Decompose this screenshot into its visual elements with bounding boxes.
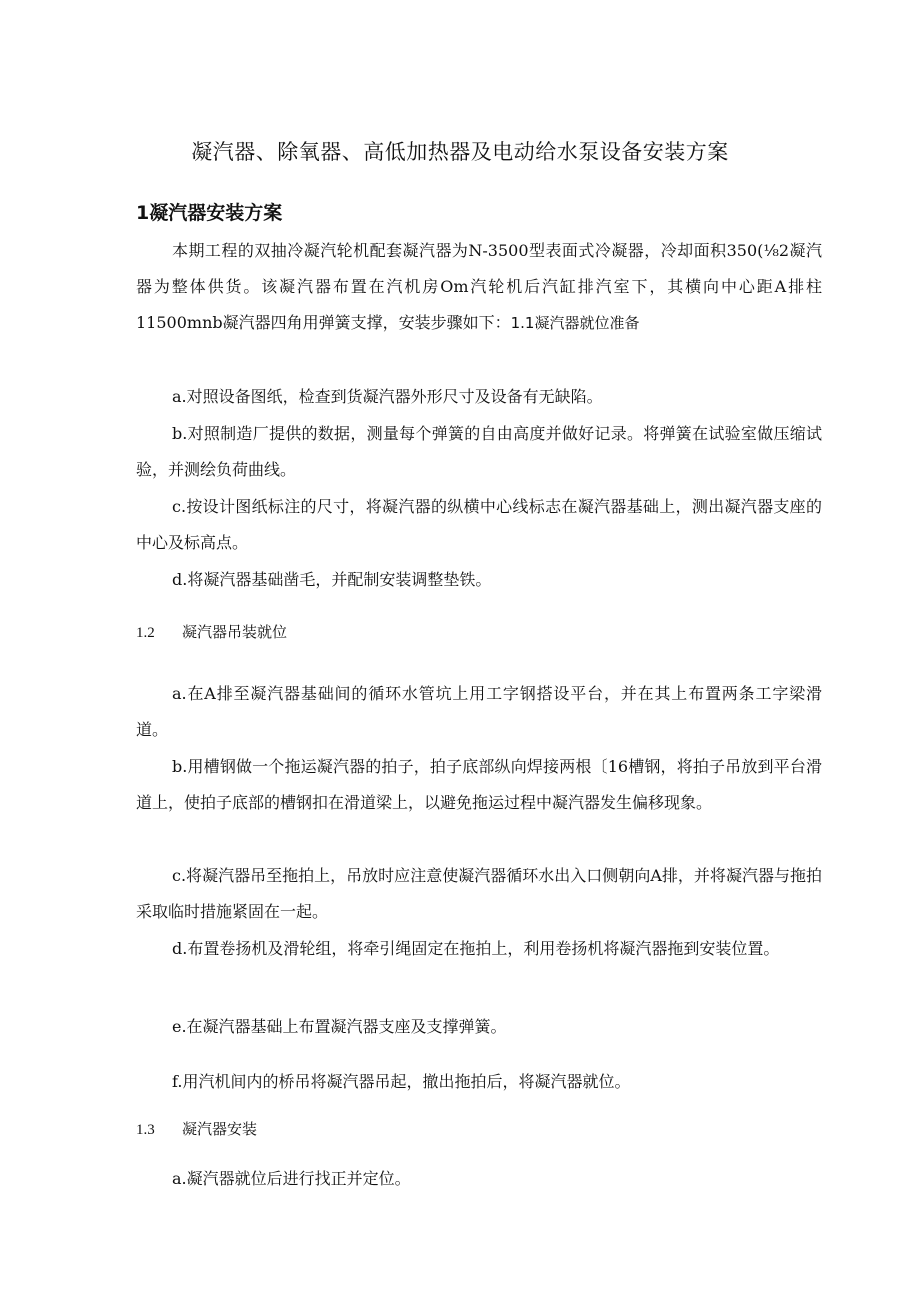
subsection-number: 1.2 (136, 625, 155, 641)
subsection-1-2-heading (136, 621, 287, 642)
subsection-1-3-heading (136, 1118, 257, 1139)
list-item: c.将凝汽器吊至拖拍上，吊放时应注意使凝汽器循环水出入口侧朝向A排，并将凝汽器与拖拍采取临时措施紧固在一起。 (136, 866, 822, 921)
list-item: d.布置卷扬机及滑轮组，将牵引绳固定在拖拍上，利用卷扬机将凝汽器拖到安装位置。 (172, 939, 780, 958)
list-item: a.对照设备图纸，检查到货凝汽器外形尺寸及设备有无缺陷。 (172, 387, 603, 406)
list-item: b.用槽钢做一个拖运凝汽器的拍子，拍子底部纵向焊接两根〔16槽钢，将拍子吊放到平台滑道上，使拍子底部的槽钢扣在滑道梁上，以避免拖运过程中凝汽器发生偏移现象。 (136, 757, 822, 812)
list-item: e.在凝汽器基础上布置凝汽器支座及支撑弹簧。 (172, 1017, 507, 1036)
list-item: c.按设计图纸标注的尺寸，将凝汽器的纵横中心线标志在凝汽器基础上，测出凝汽器支座的中心及标高点。 (136, 497, 822, 552)
intro-text: 本期工程的双抽冷凝汽轮机配套凝汽器为N-3500型表面式冷凝器，冷却面积350(⅛2凝汽器为整体供货。该凝汽器布置在汽机房Om汽轮机后汽缸排汽室下，其横向中心距A排柱11500mnb凝汽器四角用弹簧支撑，安装步骤如下： (136, 241, 822, 332)
list-item: f.用汽机间内的桥吊将凝汽器吊起，撤出拖拍后，将凝汽器就位。 (172, 1072, 631, 1091)
subsection-title: 凝汽器安装 (182, 1120, 258, 1138)
subsection-title: 凝汽器吊装就位 (182, 623, 288, 641)
list-item: b.对照制造厂提供的数据，测量每个弹簧的自由高度并做好记录。将弹簧在试验室做压缩试验，并测绘负荷曲线。 (136, 424, 822, 479)
list-item: d.将凝汽器基础凿毛，并配制安装调整垫铁。 (172, 570, 492, 589)
document-title: 凝汽器、除氧器、高低加热器及电动给水泵设备安装方案 (191, 140, 729, 164)
section-1-intro (136, 233, 822, 341)
list-item: a.在A排至凝汽器基础间的循环水管坑上用工字钢搭设平台，并在其上布置两条工字梁滑道。 (136, 684, 822, 739)
subsection-1-1-heading: 1.1凝汽器就位准备 (510, 314, 640, 332)
list-item: a.凝汽器就位后进行找正并定位。 (172, 1169, 411, 1188)
subsection-number: 1.3 (136, 1122, 155, 1138)
section-1-heading: 1凝汽器安装方案 (136, 202, 283, 224)
